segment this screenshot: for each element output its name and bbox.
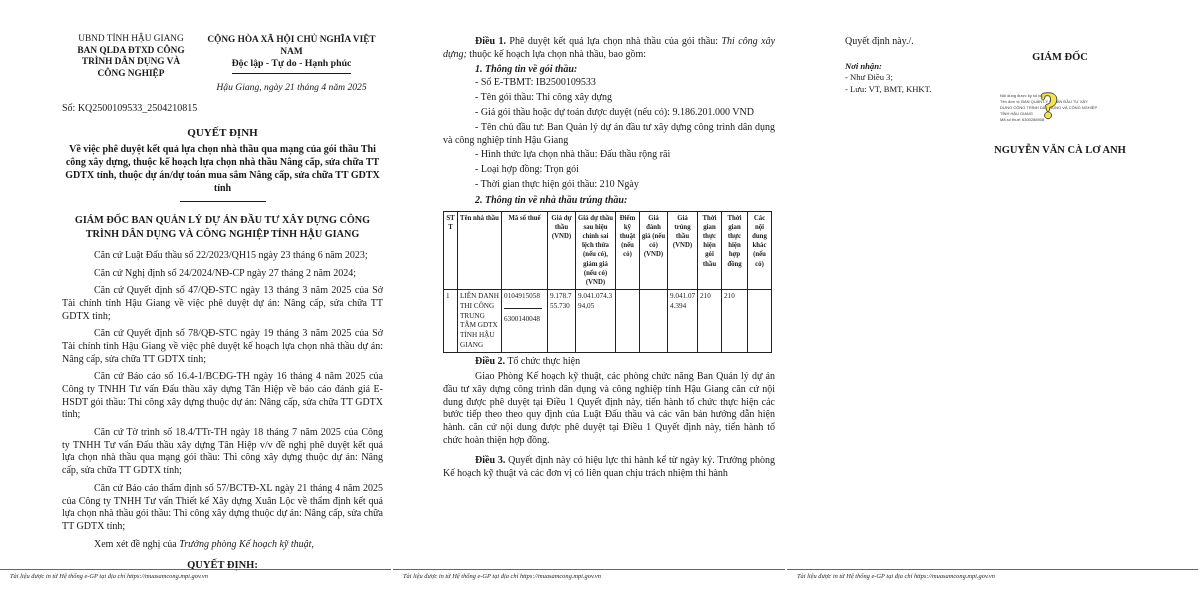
page-3 [787, 0, 1200, 598]
recital: Căn cứ Luật Đấu thầu số 22/2023/QH15 ngày 23 tháng 6 năm 2023; [94, 249, 368, 261]
package-info-line: - Tên gói thầu: Thi công xây dựng [475, 92, 612, 104]
col-contractor: Tên nhà thầu [458, 211, 502, 289]
col-contract-duration: Thời gian thực hiện hợp đồng [722, 211, 748, 289]
consideration-line [62, 539, 383, 552]
article-3-continuation: Quyết định này./. [845, 36, 914, 47]
stamp-line: Tên đơn vị: BAN QUẢN LÝ DỰ ÁN ĐẦU TƯ XÂY [1000, 99, 1088, 104]
org-name-line1: BAN QLDA ĐTXD CÔNG [77, 45, 185, 56]
org-name-line3: CÔNG NGHIỆP [97, 68, 165, 79]
recital: Căn cứ Báo cáo thẩm định số 57/BCTĐ-XL ngày 21 tháng 4 năm 2025 của Công ty TNHH Tư vấn Thiết kế Xây dựng Xuân Lộc về thẩm định kết quả lựa chọn nhà thầu gói thầu: Thi công xây dựng thuộc dự án: Nâng cấp, sửa chữa TT GDTX tỉnh; [62, 482, 383, 532]
section-2-heading: 2. Thông tin về nhà thầu trúng thầu: [475, 194, 628, 206]
col-other: Các nội dung khác (nếu có) [748, 211, 772, 289]
package-info-line: - Số E-TBMT: IB2500109533 [475, 77, 596, 89]
recital: Căn cứ Tờ trình số 18.4/TTr-TH ngày 18 tháng 7 năm 2025 của Công ty TNHH Tư vấn Đấu thầu xây dựng Tân Hiệp v/v đề nghị phê duyệt kết quả lựa chọn nhà thầu qua mạng gói thầu: Thi công xây dựng thuộc dự án: Nâng cấp, sửa chữa TT GDTX tỉnh; [62, 427, 383, 477]
page-footer [0, 569, 391, 580]
package-info-line: - Tên chủ đầu tư: Ban Quản lý dự án đầu tư xây dựng công trình dân dụng và công nghiệp tỉnh Hậu Giang [443, 121, 775, 146]
article-1-label: Điều 1. [475, 36, 506, 47]
stamp-line: DỰNG CÔNG TRÌNH DÂN DỤNG VÀ CÔNG NGHIỆP [1000, 105, 1098, 110]
national-title: CỘNG HÒA XÃ HỘI CHỦ NGHĨA VIỆT NAM [207, 35, 376, 58]
tax-id-1: 0104915058 [504, 292, 540, 301]
decides-heading: QUYẾT ĐỊNH: [187, 560, 258, 572]
recipients-heading: Nơi nhận: [845, 61, 882, 71]
table-header-row [444, 211, 772, 289]
stamp-line: Mã số thuế: 6300288908 [1000, 117, 1045, 122]
tax-id-2: 6300140048 [504, 314, 540, 323]
footer-note: Tài liệu được in từ Hệ thống e-GP tại địa chỉ https://muasamcong.mpi.gov.vn [403, 573, 601, 580]
tax-id-separator [504, 308, 542, 309]
section-1-heading: 1. Thông tin về gói thầu: [475, 64, 578, 76]
cell-stt: 1 [444, 290, 458, 353]
national-motto: Độc lập - Tự do - Hạnh phúc [232, 58, 352, 74]
results-table [443, 211, 772, 354]
footer-note: Tài liệu được in từ Hệ thống e-GP tại địa chỉ https://muasamcong.mpi.gov.vn [10, 573, 208, 580]
digital-signature-stamp [1000, 86, 1120, 133]
issuing-org-block [62, 34, 200, 94]
recital: Căn cứ Quyết định số 47/QĐ-STC ngày 13 tháng 3 năm 2025 của Sở Tài chính tỉnh Hậu Giang về việc phê duyệt dự án: Nâng cấp, sửa chữa TT GDTX tỉnh; [62, 285, 383, 322]
col-eval-price: Giá đánh giá (nếu có) (VND) [640, 211, 668, 289]
national-header-block [200, 34, 383, 94]
recipient-line: - Lưu: VT, BMT, KHKT. [845, 84, 932, 95]
cell-adjusted-price: 9.041.074.394,05 [576, 290, 616, 353]
signature-block [948, 52, 1172, 156]
cell-award-price: 9.041.074.394 [668, 290, 698, 353]
article-1-package: Thi công xây dựng; [443, 36, 776, 60]
col-tax-id: Mã số thuế [502, 211, 548, 289]
consideration-text: Xem xét đề nghị của [94, 538, 180, 550]
col-package-duration: Thời gian thực hiện gói thầu [698, 211, 722, 289]
org-parent: UBND TỈNH HẬU GIANG [78, 34, 184, 44]
stamp-line: TỈNH HẬU GIANG [1000, 111, 1033, 116]
page-footer [393, 569, 785, 580]
page1-header [62, 34, 383, 94]
recital: Căn cứ Báo cáo số 16.4-1/BCĐG-TH ngày 16 tháng 4 năm 2025 của Công ty TNHH Tư vấn Đấu thầu xây dựng Tân Hiệp về báo cáo đánh giá E-HSDT gói thầu: Thi công xây dựng thuộc dự án: Nâng cấp, sửa chữa TT GDTX tỉnh; [62, 371, 383, 421]
cell-package-duration: 210 [698, 290, 722, 353]
package-info-line: - Loại hợp đồng: Trọn gói [475, 164, 579, 176]
signer-name: NGUYỄN VĂN CÀ LƠ ANH [994, 145, 1126, 156]
package-info-line: - Giá gói thầu hoặc dự toán được duyệt (nếu có): 9.186.201.000 VND [475, 106, 754, 118]
page-2 [393, 0, 787, 598]
package-info-line: - Hình thức lựa chọn nhà thầu: Đấu thầu rộng rãi [475, 149, 671, 161]
col-bid-price: Giá dự thầu (VND) [548, 211, 576, 289]
article-2-label: Điều 2. [475, 356, 505, 368]
col-adjusted-price: Giá dự thầu sau hiệu chỉnh sai lệch thừa (nếu có), giảm giá (nếu có) (VND) [576, 211, 616, 289]
article-3 [443, 455, 775, 480]
recital: Căn cứ Nghị định số 24/2024/NĐ-CP ngày 27 tháng 2 năm 2024; [94, 267, 356, 279]
cell-tech-score [616, 290, 640, 353]
cell-bid-price: 9.178.755.730 [548, 290, 576, 353]
table-row [444, 290, 772, 353]
recipient-line: - Như Điều 3; [845, 72, 893, 82]
page-footer [787, 569, 1198, 580]
article-2-title [443, 356, 775, 369]
document-number: Số: KQ2500109533_2504210815 [62, 103, 198, 115]
article-1-pre: Phê duyệt kết quả lựa chọn nhà thầu của gói thầu: [505, 36, 722, 47]
col-stt: STT [444, 211, 458, 289]
col-tech-score: Điểm kỹ thuật (nếu có) [616, 211, 640, 289]
package-info-line: - Thời gian thực hiện gói thầu: 210 Ngày [475, 178, 639, 190]
cell-other [748, 290, 772, 353]
article-3-label: Điều 3. [475, 455, 506, 467]
stamp-line: Nội dung được ký số bởi: [1000, 93, 1046, 98]
cell-tax-id [502, 290, 548, 353]
cell-contract-duration: 210 [722, 290, 748, 353]
recital: Căn cứ Quyết định số 78/QĐ-STC ngày 19 tháng 3 năm 2025 của Sở Tài chính tỉnh Hậu Giang về việc phê duyệt kế hoạch lựa chọn nhà thầu dự án: Nâng cấp, sửa chữa TT GDTX tỉnh; [62, 328, 383, 365]
org-name-line2: TRÌNH DÂN DỤNG VÀ [81, 57, 181, 68]
article-1 [443, 36, 775, 61]
col-award-price: Giá trúng thầu (VND) [668, 211, 698, 289]
article-1-post: thuộc kế hoạch lựa chọn nhà thầu, bao gồm: [466, 48, 647, 60]
title-divider [180, 201, 266, 202]
footer-note: Tài liệu được in từ Hệ thống e-GP tại địa chỉ https://muasamcong.mpi.gov.vn [797, 573, 995, 580]
consideration-role: Trưởng phòng Kế hoạch kỹ thuật, [179, 538, 314, 550]
question-mark-icon: ? [1040, 86, 1059, 127]
place-date: Hậu Giang, ngày 21 tháng 4 năm 2025 [216, 81, 367, 93]
article-2-title-text: Tổ chức thực hiện [505, 356, 581, 368]
article-3-body: Quyết định này có hiệu lực thi hành kể từ ngày ký. Trưởng phòng Kế hoạch kỹ thuật và các đơn vị có liên quan chịu trách nhiệm thi hành [443, 455, 775, 479]
signer-title: GIÁM ĐỐC [1032, 52, 1088, 63]
decision-title: Về việc phê duyệt kết quả lựa chọn nhà thầu qua mạng của gói thầu Thi công xây dựng, thuộc kế hoạch lựa chọn nhà thầu Nâng cấp, sửa chữa TT GDTX tỉnh, thuộc dự án/dự toán mua sắm Nâng cấp, sửa chữa TT GDTX tỉnh [65, 144, 380, 195]
stamp-text [1000, 93, 1120, 123]
article-2-body: Giao Phòng Kế hoạch kỹ thuật, các phòng chức năng Ban Quản lý dự án đầu tư xây dựng công trình dân dụng và công nghiệp tỉnh Hậu Giang căn cứ nội dung được phê duyệt tại Điều 1 Quyết định này, tiến hành tổ chức thực hiện các bước tiếp theo theo quy định của Luật Đấu thầu và các văn bản hướng dẫn hiện hành. căn cứ nội dung được phê duyệt tại Điều 1 Quyết định này, tiến hành tổ chức hoàn thiện hợp đồng. [443, 371, 775, 446]
cell-contractor: LIÊN DANH THI CÔNG TRUNG TÂM GDTX TỈNH HẬU GIANG [458, 290, 502, 353]
page-1 [0, 0, 393, 598]
decision-heading: QUYẾT ĐỊNH [187, 127, 258, 140]
cell-eval-price [640, 290, 668, 353]
authority-line: GIÁM ĐỐC BAN QUẢN LÝ DỰ ÁN ĐẦU TƯ XÂY DỰNG CÔNG TRÌNH DÂN DỤNG VÀ CÔNG NGHIỆP TỈNH HẬU GIANG [74, 215, 371, 240]
